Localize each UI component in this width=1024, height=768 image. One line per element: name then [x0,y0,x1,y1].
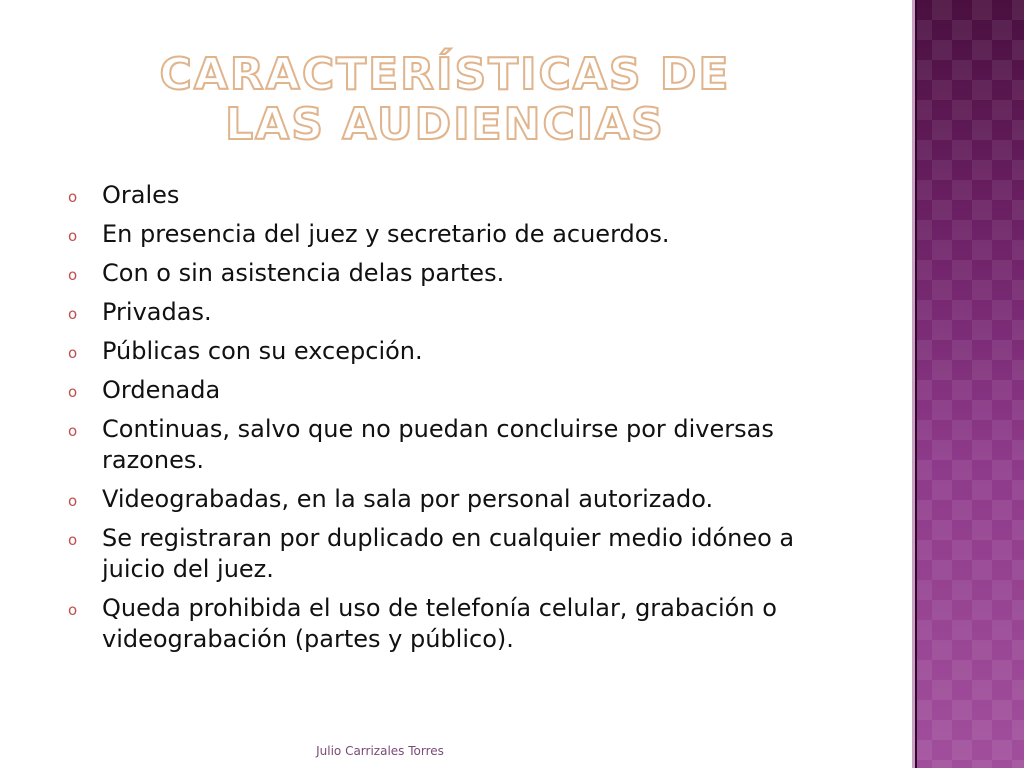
decorative-side-band [912,0,1024,768]
bullet-text: Continuas, salvo que no puedan concluirse por diversas razones. [102,415,774,474]
footer-author: Julio Carrizales Torres [316,744,444,758]
bullet-text: Orales [102,181,180,209]
bullet-marker-icon: o [68,227,78,245]
bullet-text: Públicas con su excepción. [102,337,423,365]
bullet-marker-icon: o [68,601,78,619]
bullet-item [68,523,858,585]
bullet-text: Queda prohibida el uso de telefonía celular, grabación o videograbación (partes y público). [102,594,777,653]
bullet-item [68,297,858,328]
bullet-marker-icon: o [68,188,78,206]
bullet-item [68,375,858,406]
bullet-marker-icon: o [68,422,78,440]
bullet-marker-icon: o [68,492,78,510]
bullet-marker-icon: o [68,344,78,362]
bullet-marker-icon: o [68,305,78,323]
bullet-text: Videograbadas, en la sala por personal autorizado. [102,485,714,513]
bullet-item [68,258,858,289]
slide-title: CARACTERÍSTICAS DE LAS AUDIENCIAS [159,49,731,150]
bullet-marker-icon: o [68,531,78,549]
bullet-text: Con o sin asistencia delas partes. [102,259,505,287]
bullet-text: Se registraran por duplicado en cualquier medio idóneo a juicio del juez. [102,524,795,583]
bullet-item [68,336,858,367]
bullet-item [68,414,858,476]
bullet-item [68,219,858,250]
bullet-text: Privadas. [102,298,212,326]
bullet-text: En presencia del juez y secretario de acuerdos. [102,220,670,248]
bullet-item [68,180,858,211]
diamond-pattern [912,0,1024,768]
bullet-marker-icon: o [68,266,78,284]
bullet-marker-icon: o [68,383,78,401]
bullet-item [68,593,858,655]
band-edge-dark [915,0,917,768]
bullet-item [68,484,858,515]
bullet-list [68,180,858,663]
bullet-text: Ordenada [102,376,221,404]
